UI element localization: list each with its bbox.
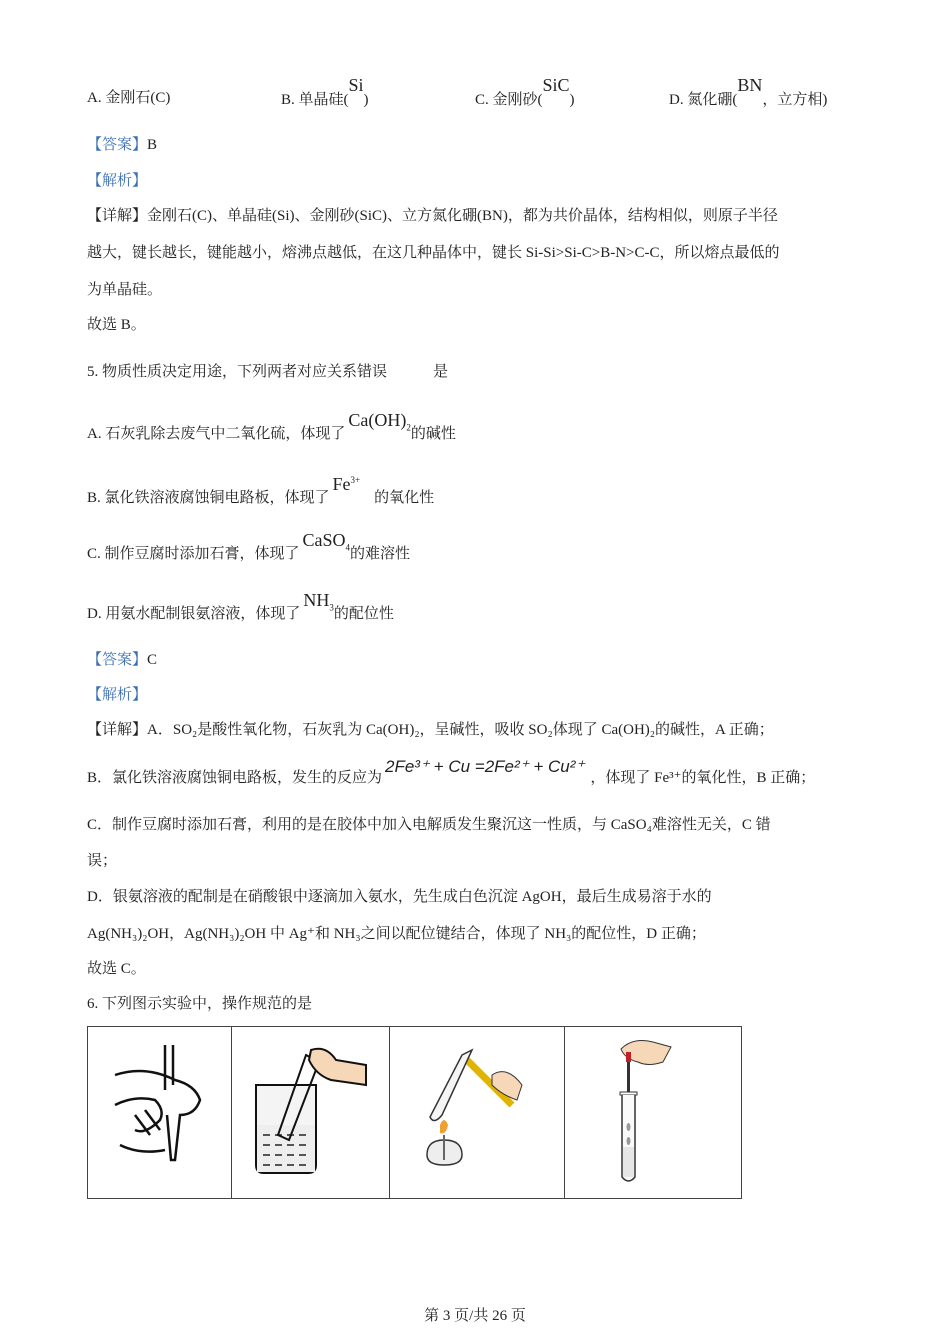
stem-text: 5. 物质性质决定用途，下列两者对应关系错误 xyxy=(87,364,388,380)
formula: Si xyxy=(348,75,364,95)
option-text: ，立方相) xyxy=(762,92,828,108)
detail-text: B．氯化铁溶液腐蚀铜电路板，发生的反应为 xyxy=(87,770,383,786)
dropper-icon xyxy=(593,1037,673,1187)
figure-dropper xyxy=(565,1027,742,1199)
q6-figure-table xyxy=(87,1026,742,1199)
option-text: C. 金刚砂( xyxy=(475,92,543,108)
detail-text: 金刚石(C)、单晶硅(Si)、金刚砂(SiC)、立方氮化硼(BN)，都为共价晶体，结构相似，则原子半径 xyxy=(147,208,778,224)
q5-detail-d: D．银氨溶液的配制是在硝酸银中逐滴加入氨水，先生成白色沉淀 AgOH，最后生成易溶于水的 xyxy=(87,889,712,905)
q5-option-d xyxy=(87,590,394,629)
q4-answer xyxy=(87,136,157,154)
option-text: ) xyxy=(363,92,369,108)
beaker-testtube-icon xyxy=(251,1045,371,1175)
q4-detail-line: 越大，键长越长，键能越小，熔沸点越低，在这几种晶体中，键长 Si-Si>Si-C>B-N>C-C，所以熔点最低的 xyxy=(87,245,780,261)
formula-text: Ca(OH) xyxy=(348,410,407,430)
detail-text: A．SO₂是酸性氧化物，石灰乳为 Ca(OH)₂，呈碱性，吸收 SO₂体现了 Ca(OH)₂的碱性，A 正确； xyxy=(147,722,774,738)
option-text: 的配位性 xyxy=(333,606,394,622)
formula-text: Fe xyxy=(332,474,351,494)
q5-option-c xyxy=(87,530,411,569)
formula-sub: 4 xyxy=(345,542,351,553)
answer-value: B xyxy=(147,137,158,153)
q5-detail-c: C．制作豆腐时添加石膏，利用的是在胶体中加入电解质发生聚沉这一性质，与 CaSO₄难溶性无关，C 错 xyxy=(87,817,771,833)
q5-detail-d: Ag(NH₃)₂OH，Ag(NH₃)₂OH 中 Ag⁺和 NH₃之间以配位键结合，体现了 NH₃的配位性，D 正确； xyxy=(87,926,706,942)
formula: BN xyxy=(737,75,763,95)
formula-sub: 3 xyxy=(329,602,334,613)
q5-detail-c: 误； xyxy=(87,853,118,869)
q4-option-b xyxy=(281,75,369,109)
q5-detail-b xyxy=(87,757,816,787)
answer-value: C xyxy=(147,652,158,668)
option-text: 的难溶性 xyxy=(350,546,411,562)
option-text: B. 单晶硅( xyxy=(281,92,349,108)
option-text: 的氧化性 xyxy=(374,490,435,506)
detail-tag: 【详解】 xyxy=(87,722,148,738)
hand-burette-icon xyxy=(105,1045,215,1175)
formula-sup: 3+ xyxy=(350,475,361,485)
q4-detail-line: 为单晶硅。 xyxy=(87,282,163,298)
formula xyxy=(302,530,351,553)
option-text: 的碱性 xyxy=(410,426,456,442)
analysis-tag: 【解析】 xyxy=(87,173,148,189)
q4-final: 故选 B。 xyxy=(87,317,146,333)
option-text: D. 氮化硼( xyxy=(669,92,738,108)
detail-text: ，体现了 Fe³⁺的氧化性，B 正确； xyxy=(590,770,816,786)
q4-detail-line xyxy=(87,207,778,225)
option-text: B. 氯化铁溶液腐蚀铜电路板，体现了 xyxy=(87,490,330,506)
option-text: C. 制作豆腐时添加石膏，体现了 xyxy=(87,546,300,562)
formula: SiC xyxy=(542,75,570,95)
answer-tag: 【答案】 xyxy=(87,652,148,668)
q4-option-d xyxy=(669,75,828,109)
page-footer: 第 3 页/共 26 页 xyxy=(424,1308,526,1324)
formula xyxy=(303,590,334,613)
formula-text: NH xyxy=(303,590,330,610)
detail-tag: 【详解】 xyxy=(87,208,148,224)
q5-option-a xyxy=(87,410,456,449)
option-text: D. 用氨水配制银氨溶液，体现了 xyxy=(87,606,301,622)
q6-stem: 6. 下列图示实验中，操作规范的是 xyxy=(87,996,313,1012)
q4-option-a: A. 金刚石(C) xyxy=(87,90,171,106)
formula xyxy=(333,474,361,494)
q4-option-c xyxy=(475,75,575,109)
analysis-tag: 【解析】 xyxy=(87,687,148,703)
formula-text: CaSO xyxy=(302,530,346,550)
q5-detail-a xyxy=(87,721,774,739)
option-text: ) xyxy=(569,92,575,108)
figure-heating-testtube xyxy=(390,1027,565,1199)
q5-option-b xyxy=(87,474,435,507)
answer-tag: 【答案】 xyxy=(87,137,148,153)
formula xyxy=(348,410,411,433)
formula-sub: 2 xyxy=(406,422,411,433)
q5-stem xyxy=(87,363,448,381)
figure-hand-burette xyxy=(88,1027,232,1199)
reaction-equation: 2Fe³⁺ + Cu =2Fe²⁺ + Cu²⁺ xyxy=(385,757,585,776)
stem-text: 是 xyxy=(433,364,449,380)
q5-answer xyxy=(87,651,157,669)
heating-testtube-icon xyxy=(422,1045,532,1175)
figure-beaker-testtube xyxy=(232,1027,390,1199)
q5-final: 故选 C。 xyxy=(87,961,146,977)
option-text: A. 石灰乳除去废气中二氧化硫，体现了 xyxy=(87,426,346,442)
